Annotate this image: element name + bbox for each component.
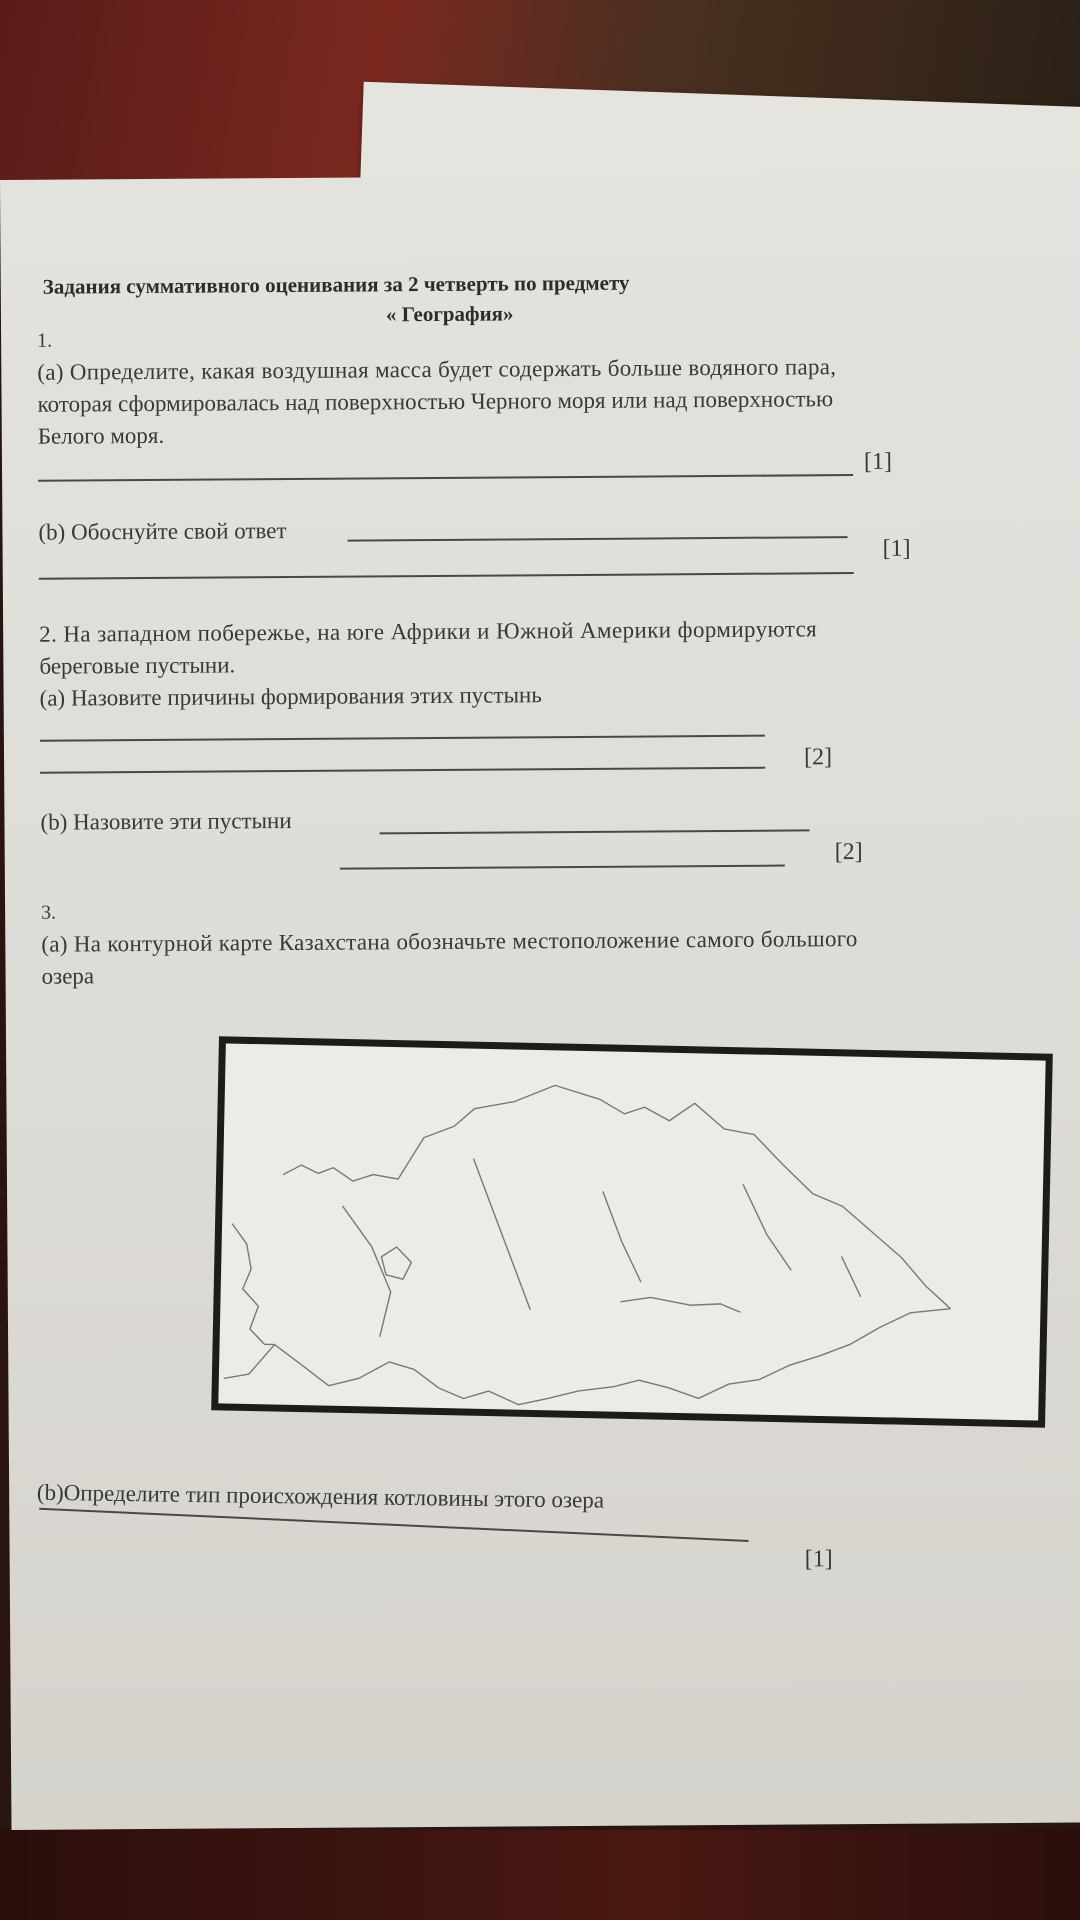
kazakhstan-outline-map-icon: [218, 1043, 1045, 1420]
q1-a-answer-line[interactable]: [38, 474, 853, 481]
q1-number: 1.: [37, 329, 53, 352]
q2-a-label: (a) Назовите причины формирования этих пустынь: [39, 682, 542, 711]
q2-a-mark: [2]: [803, 744, 833, 771]
q2-b-mark: [2]: [834, 838, 863, 866]
map-lake-balkhash: [620, 1297, 740, 1313]
q3-b-mark: [1]: [804, 1546, 833, 1573]
q2-a-answer-line-1[interactable]: [40, 735, 765, 742]
q2-line-1: 2. На западном побережье, на юге Африки и Южной Америки формируются: [39, 616, 818, 647]
map-border-south: [223, 1294, 950, 1414]
q2-b-answer-line-1[interactable]: [380, 829, 810, 834]
title-line-1: Задания суммативного оценивания за 2 четверть по предмету: [42, 270, 630, 299]
q3-a-line-2: озера: [41, 963, 95, 989]
q1-a-line-3: Белого моря.: [37, 422, 165, 449]
q3-number: 3.: [41, 901, 57, 924]
q3-b-label: (b)Определите тип происхождения котловины этого озера: [36, 1479, 605, 1513]
q1-b-label: (b) Обоснуйте свой ответ: [38, 518, 287, 545]
q1-a-line-2: которая сформировалась над поверхностью Черного моря или над поверхностью: [37, 386, 834, 417]
map-caspian-coast: [230, 1224, 278, 1345]
map-border-north: [281, 1080, 955, 1309]
q1-a-line-1: (a) Определите, какая воздушная масса будет содержать больше водяного пара,: [37, 354, 837, 385]
map-region-lines: [340, 1156, 864, 1347]
q1-a-mark: [1]: [863, 448, 893, 475]
q1-b-mark: [1]: [882, 535, 911, 562]
q1-b-answer-line-2[interactable]: [39, 572, 854, 579]
q3-b-answer-line[interactable]: [39, 1508, 748, 1542]
background-bottom: [0, 1830, 1080, 1920]
kazakhstan-contour-map[interactable]: [211, 1036, 1053, 1427]
q3-a-line-1: (a) На контурной карте Казахстана обозначьте местоположение самого большого: [41, 926, 858, 957]
q1-b-answer-line-1[interactable]: [348, 536, 848, 541]
title-line-2: « География»: [385, 301, 514, 327]
map-lake-aral: [381, 1247, 412, 1280]
q2-b-answer-line-2[interactable]: [340, 865, 785, 870]
worksheet-page: [0, 172, 1080, 1829]
q2-b-label: (b) Назовите эти пустыни: [40, 807, 292, 835]
q2-line-2: береговые пустыни.: [39, 652, 236, 679]
q2-a-answer-line-2[interactable]: [40, 767, 765, 774]
